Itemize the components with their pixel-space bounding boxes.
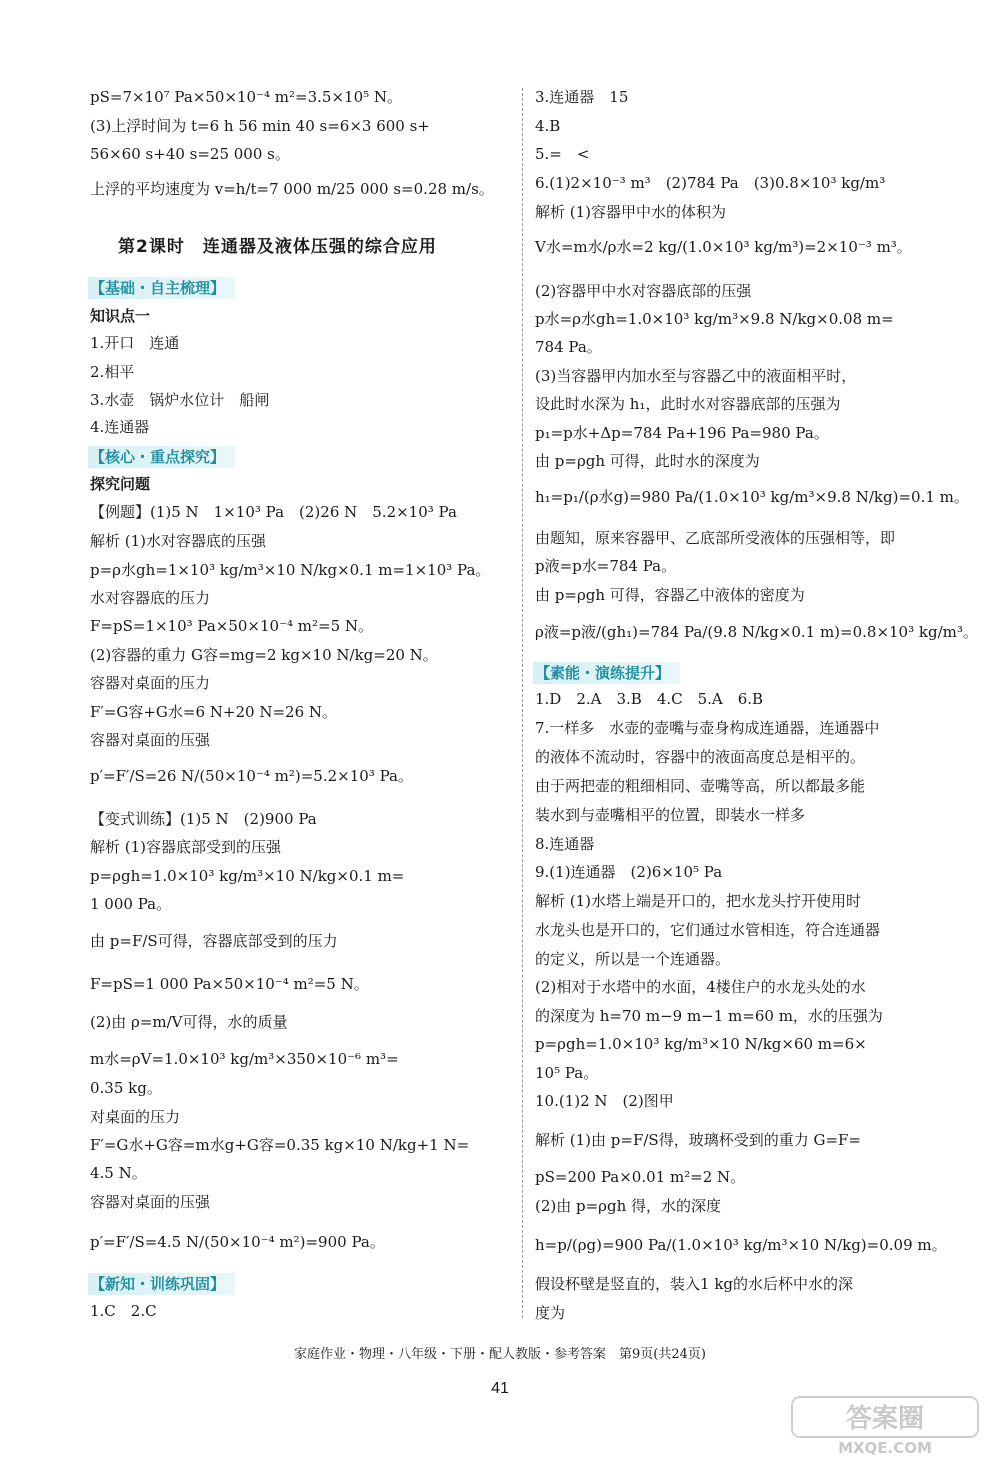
right-text-line: 装水到与壶嘴相平的位置，即装水一样多 [535, 806, 806, 824]
right-text-line: 7.一样多 水壶的壶嘴与壶身构成连通器，连通器中 [535, 719, 880, 737]
lesson-title: 第2课时 连通器及液体压强的综合应用 [118, 237, 437, 257]
right-text-line: 水龙头也是开口的，它们通过水管相连，符合连通器 [535, 921, 881, 939]
page-number: 41 [491, 1380, 509, 1397]
right-text-line: p=ρgh=1.0×10³ kg/m³×10 N/kg×60 m=6× [535, 1035, 867, 1053]
right-text-line: 4.B [535, 117, 561, 135]
right-text-line: 假设杯壁是竖直的，装入1 kg的水后杯中水的深 [535, 1275, 854, 1293]
right-text-line: V水=m水/ρ水=2 kg/(1.0×10³ kg/m³)=2×10⁻³ m³。 [535, 238, 912, 256]
page-footer: 家庭作业・物理・八年级・下册・配人教版・参考答案 第9页(共24页) [294, 1347, 706, 1362]
right-text-line: 5.= < [535, 145, 590, 163]
right-text-line: h₁=p₁/(ρ水g)=980 Pa/(1.0×10³ kg/m³×9.8 N/kg)=0.1 m。 [535, 488, 969, 506]
right-text-line: 的深度为 h=70 m−9 m−1 m=60 m，水的压强为 [535, 1007, 883, 1025]
left-text-line: p′=F′/S=26 N/(50×10⁻⁴ m²)=5.2×10³ Pa。 [90, 767, 413, 785]
left-text-line: (3)上浮时间为 t=6 h 56 min 40 s=6×3 600 s+ [90, 117, 430, 135]
left-text-line: F=pS=1×10³ Pa×50×10⁻⁴ m²=5 N。 [90, 617, 374, 635]
left-text-line: 容器对桌面的压强 [90, 1193, 211, 1211]
right-text-line: 8.连通器 [535, 835, 595, 853]
right-text-line: 3.连通器 15 [535, 88, 629, 106]
left-section-header: 【新知・训练巩固】 [88, 1273, 235, 1295]
right-text-line: 1.D 2.A 3.B 4.C 5.A 6.B [535, 690, 764, 708]
left-text-line: 2.相平 [90, 363, 135, 381]
left-text-line: pS=7×10⁷ Pa×50×10⁻⁴ m²=3.5×10⁵ N。 [90, 88, 403, 106]
left-text-line: 水对容器底的压力 [90, 589, 211, 607]
left-text-line: p=ρgh=1.0×10³ kg/m³×10 N/kg×0.1 m= [90, 867, 405, 885]
right-text-line: 10.(1)2 N (2)图甲 [535, 1092, 674, 1110]
right-text-line: 由 p=ρgh 可得，容器乙中液体的密度为 [535, 586, 805, 604]
left-text-line: 3.水壶 锅炉水位计 船闸 [90, 391, 270, 409]
right-text-line: 解析 (1)容器甲中水的体积为 [535, 203, 727, 221]
left-text-line: 上浮的平均速度为 v=h/t=7 000 m/25 000 s=0.28 m/s。 [90, 180, 494, 198]
right-text-line: 由 p=ρgh 可得，此时水的深度为 [535, 452, 760, 470]
left-text-line: 4.连通器 [90, 418, 150, 436]
left-text-line: (2)由 ρ=m/V可得，水的质量 [90, 1013, 288, 1031]
left-text-line: F′=G容+G水=6 N+20 N=26 N。 [90, 703, 338, 721]
right-section-header: 【素能・演练提升】 [533, 662, 680, 684]
left-text-line: p′=F′/S=4.5 N/(50×10⁻⁴ m²)=900 Pa。 [90, 1233, 385, 1251]
right-text-line: p₁=p水+Δp=784 Pa+196 Pa=980 Pa。 [535, 424, 829, 442]
right-text-line: (2)由 p=ρgh 得，水的深度 [535, 1197, 722, 1215]
left-text-line: 由 p=F/S可得，容器底部受到的压力 [90, 932, 338, 950]
left-text-line: 1.开口 连通 [90, 334, 180, 352]
left-text-line: 解析 (1)容器底部受到的压强 [90, 838, 282, 856]
left-text-line: 知识点一 [90, 307, 151, 325]
right-text-line: pS=200 Pa×0.01 m²=2 N。 [535, 1168, 746, 1186]
right-text-line: 度为 [535, 1304, 566, 1322]
svg-text:答案圈: 答案圈 [845, 1404, 925, 1434]
right-text-line: p水=ρ水gh=1.0×10³ kg/m³×9.8 N/kg×0.08 m= [535, 310, 894, 328]
left-text-line: 【变式训练】(1)5 N (2)900 Pa [90, 810, 317, 828]
right-text-line: ρ液=p液/(gh₁)=784 Pa/(9.8 N/kg×0.1 m)=0.8×10³ kg/m³。 [535, 623, 978, 641]
left-text-line: 解析 (1)水对容器底的压强 [90, 532, 267, 550]
left-text-line: 对桌面的压力 [90, 1108, 181, 1126]
right-text-line: p液=p水=784 Pa。 [535, 557, 677, 575]
left-text-line: 探究问题 [90, 475, 151, 493]
left-text-line: F=pS=1 000 Pa×50×10⁻⁴ m²=5 N。 [90, 975, 369, 993]
left-text-line: 0.35 kg。 [90, 1079, 162, 1097]
right-text-line: 10⁵ Pa。 [535, 1064, 599, 1082]
left-text-line: p=ρ水gh=1×10³ kg/m³×10 N/kg×0.1 m=1×10³ Pa。 [90, 561, 491, 579]
left-text-line: F′=G水+G容=m水g+G容=0.35 kg×10 N/kg+1 N= [90, 1136, 470, 1154]
right-text-line: 的液体不流动时，容器中的液面高度总是相平的。 [535, 748, 866, 766]
right-text-line: 解析 (1)水塔上端是开口的，把水龙头拧开使用时 [535, 892, 862, 910]
right-text-line: (3)当容器甲内加水至与容器乙中的液面相平时， [535, 367, 857, 385]
right-text-line: 由题知，原来容器甲、乙底部所受液体的压强相等，即 [535, 529, 896, 547]
right-text-line: 由于两把壶的粗细相同、壶嘴等高，所以都最多能 [535, 777, 866, 795]
right-text-line: 设此时水深为 h₁，此时水对容器底部的压强为 [535, 395, 841, 413]
left-text-line: 56×60 s+40 s=25 000 s。 [90, 145, 290, 163]
left-text-line: 4.5 N。 [90, 1164, 147, 1182]
watermark-logo [790, 1395, 980, 1457]
svg-text:MXQE.COM: MXQE.COM [838, 1439, 932, 1457]
right-text-line: (2)相对于水塔中的水面，4楼住户的水龙头处的水 [535, 978, 866, 996]
left-text-line: m水=ρV=1.0×10³ kg/m³×350×10⁻⁶ m³= [90, 1050, 399, 1068]
right-text-line: 的定义，所以是一个连通器。 [535, 950, 731, 968]
right-text-line: h=p/(ρg)=900 Pa/(1.0×10³ kg/m³×10 N/kg)=0.09 m。 [535, 1236, 947, 1254]
left-text-line: 容器对桌面的压力 [90, 674, 211, 692]
right-text-line: 784 Pa。 [535, 338, 602, 356]
right-text-line: 9.(1)连通器 (2)6×10⁵ Pa [535, 863, 723, 881]
left-text-line: 【例题】(1)5 N 1×10³ Pa (2)26 N 5.2×10³ Pa [90, 503, 457, 521]
right-text-line: (2)容器甲中水对容器底部的压强 [535, 282, 752, 300]
right-text-line: 解析 (1)由 p=F/S得，玻璃杯受到的重力 G=F= [535, 1131, 861, 1149]
left-section-header: 【核心・重点探究】 [88, 446, 235, 468]
right-text-line: 6.(1)2×10⁻³ m³ (2)784 Pa (3)0.8×10³ kg/m³ [535, 174, 886, 192]
left-text-line: (2)容器的重力 G容=mg=2 kg×10 N/kg=20 N。 [90, 646, 438, 664]
left-section-header: 【基础・自主梳理】 [88, 277, 235, 299]
column-divider [522, 88, 523, 1318]
left-text-line: 1.C 2.C [90, 1302, 157, 1320]
left-text-line: 容器对桌面的压强 [90, 731, 211, 749]
left-text-line: 1 000 Pa。 [90, 895, 172, 913]
